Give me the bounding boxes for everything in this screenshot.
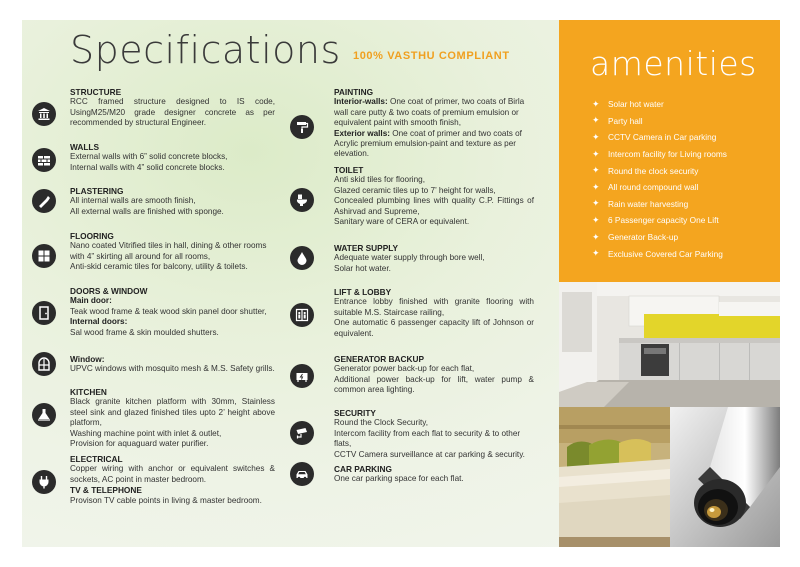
- spec-generator: [334, 354, 534, 396]
- spec-text: Adequate water supply through bore well,: [334, 253, 485, 263]
- spec-heading: TV & TELEPHONE: [70, 485, 142, 496]
- spec-heading: GENERATOR BACKUP: [334, 354, 425, 364]
- spec-doors: [70, 286, 275, 338]
- spec-painting: [334, 87, 534, 160]
- sparkle-icon: ✦: [592, 248, 600, 259]
- car-icon: [290, 462, 314, 486]
- spec-text: CCTV Camera surveillance at car parking & security.: [334, 449, 525, 459]
- list-item: ✦ Round the clock security: [592, 165, 699, 176]
- spec-heading: PLASTERING: [70, 186, 124, 196]
- spec-text: Solar hot water.: [334, 263, 391, 273]
- spec-window: [70, 354, 275, 375]
- spec-text: Teak wood frame & teak wood skin panel door shutter,: [70, 306, 267, 316]
- list-item: ✦ Solar hot water: [592, 98, 664, 110]
- spec-text: Round the Clock Security,: [334, 418, 429, 428]
- spec-heading: FLOORING: [70, 231, 114, 241]
- spec-structure: [70, 87, 275, 129]
- spec-kitchen: [70, 387, 275, 449]
- kitchen-photo: [559, 282, 780, 407]
- specifications-panel: [22, 20, 559, 547]
- generator-icon: [290, 364, 314, 388]
- vastu-tagline: 100% VASTHU COMPLIANT: [353, 50, 510, 62]
- list-item: ✦ Generator Back-up: [592, 231, 679, 243]
- interior-text: One coat of primer, two coats of Birla wall care putty & two coats of premium emulsion or equivalent paint with smooth finish,: [334, 97, 525, 128]
- spec-text: Entrance lobby finished with granite flooring with suitable M.S. Staircase railing,: [334, 297, 534, 317]
- list-item: ✦ Exclusive Covered Car Parking: [592, 248, 723, 259]
- spec-text: Generator power back-up for each flat,: [334, 364, 475, 374]
- spec-text: Copper wiring with anchor or equivalent switches & sockets, AC point in master bedroom.: [70, 464, 275, 484]
- spec-heading: WATER SUPPLY: [334, 243, 399, 253]
- list-item: ✦ CCTV Camera in Car parking: [592, 131, 717, 143]
- spec-heading: SECURITY: [334, 408, 376, 418]
- water-drop-icon: [290, 246, 314, 270]
- spec-water: [334, 243, 534, 274]
- plug-icon: [32, 470, 56, 494]
- main-door-label: Main door:: [70, 296, 112, 306]
- spec-heading: TOILET: [334, 165, 364, 175]
- window-icon: [32, 352, 56, 376]
- spec-text: Internal walls with 4” solid concrete blocks.: [70, 162, 225, 172]
- spec-walls: [70, 142, 275, 173]
- spec-text: UPVC windows with mosquito mesh & M.S. Safety grills.: [70, 364, 275, 374]
- spec-text: All external walls are finished with sponge.: [70, 206, 224, 216]
- spec-heading: WALLS: [70, 142, 100, 152]
- spec-text: Glazed ceramic tiles up to 7’ height for walls,: [334, 185, 496, 195]
- spec-flooring: [70, 231, 275, 273]
- sparkle-icon: ✦: [592, 98, 600, 109]
- sparkle-icon: ✦: [592, 231, 600, 242]
- spec-text: All internal walls are smooth finish,: [70, 196, 196, 206]
- kitchen-hood-icon: [32, 403, 56, 427]
- exterior-label: Exterior walls:: [334, 128, 390, 138]
- bedroom-photo: [559, 407, 670, 547]
- spec-text: Washing machine point with inlet & outlet,: [70, 428, 222, 438]
- sparkle-icon: ✦: [592, 198, 600, 209]
- interior-label: Interior-walls:: [334, 97, 388, 107]
- list-item: ✦ All round compound wall: [592, 181, 699, 193]
- list-item: ✦ 6 Passenger capacity One Lift: [592, 214, 719, 226]
- spec-text: Black granite kitchen platform with 30mm, Stainless steel sink and glazed finished tiles upto 2’ height above platform,: [70, 397, 275, 428]
- spec-text: RCC framed structure designed to IS code, UsingM25/M20 grade designer concrete as per recommended by structural Engineer.: [70, 97, 275, 128]
- spec-heading: LIFT & LOBBY: [334, 287, 392, 297]
- sparkle-icon: ✦: [592, 214, 600, 225]
- spec-text: Concealed plumbing lines with quality C.P. Fittings of Ashirvad and Supreme,: [334, 196, 534, 216]
- door-icon: [32, 301, 56, 325]
- spec-heading: Window:: [70, 354, 105, 364]
- list-item: ✦ Party hall: [592, 115, 643, 126]
- spec-text: Provison TV cable points in living & master bedroom.: [70, 495, 262, 505]
- spec-text: Sal wood frame & skin moulded shutters.: [70, 327, 219, 337]
- spec-lift: [334, 287, 534, 339]
- sparkle-icon: ✦: [592, 115, 600, 126]
- spec-heading: KITCHEN: [70, 387, 107, 397]
- page-title: Specifications: [70, 28, 341, 72]
- spec-parking: [334, 464, 534, 485]
- brick-wall-icon: [32, 148, 56, 172]
- spec-heading: ELECTRICAL: [70, 454, 123, 464]
- cctv-camera-photo: [670, 407, 780, 547]
- list-item: ✦ Intercom facility for Living rooms: [592, 148, 727, 160]
- spec-heading: DOORS & WINDOW: [70, 286, 148, 296]
- elevator-icon: [290, 303, 314, 327]
- sparkle-icon: ✦: [592, 148, 600, 159]
- spec-text: [334, 97, 534, 128]
- spec-security: [334, 408, 534, 460]
- exterior-text: One coat of primer and two coats of Acrylic premium emulsion-paint and texture as per elevation.: [334, 128, 522, 159]
- spec-text: Provision for aquaguard water purifier.: [70, 439, 209, 449]
- spec-heading: PAINTING: [334, 87, 374, 97]
- building-icon: [32, 102, 56, 126]
- spec-text: Sanitary ware of CERA or equivalent.: [334, 217, 470, 227]
- spec-toilet: [334, 165, 534, 227]
- spec-text: Nano coated Vitrified tiles in hall, dining & other rooms with 4” skirting all around for all rooms,: [70, 241, 267, 261]
- spec-electrical: [70, 454, 275, 506]
- sparkle-icon: ✦: [592, 181, 600, 192]
- spec-text: Anti-skid ceramic tiles for balcony, utility & toilets.: [70, 262, 248, 272]
- brochure-page: [22, 20, 780, 547]
- spec-plastering: [70, 186, 275, 217]
- spec-text: One automatic 6 passenger capacity lift of Johnson or equivalent.: [334, 318, 534, 338]
- cctv-camera-icon: [290, 421, 314, 445]
- list-item: ✦ Rain water harvesting: [592, 198, 689, 209]
- spec-text: One car parking space for each flat.: [334, 474, 464, 484]
- floor-tiles-icon: [32, 244, 56, 268]
- amenities-panel: [559, 20, 780, 282]
- spec-text: Additional power back-up for lift, water pump & common area lighting.: [334, 374, 534, 395]
- sparkle-icon: ✦: [592, 131, 600, 142]
- amenities-list: [592, 96, 727, 262]
- paint-roller-icon: [290, 115, 314, 139]
- spec-heading: CAR PARKING: [334, 464, 392, 474]
- spec-text: Intercom facility from each flat to security & to other flats,: [334, 428, 521, 449]
- amenities-title: amenities: [590, 44, 757, 83]
- sparkle-icon: ✦: [592, 165, 600, 176]
- spec-text: [334, 129, 534, 160]
- trowel-icon: [32, 189, 56, 213]
- internal-door-label: Internal doors:: [70, 317, 128, 327]
- spec-text: Anti skid tiles for flooring,: [334, 175, 426, 185]
- toilet-icon: [290, 188, 314, 212]
- spec-text: External walls with 6” solid concrete blocks,: [70, 152, 228, 162]
- spec-heading: STRUCTURE: [70, 87, 122, 97]
